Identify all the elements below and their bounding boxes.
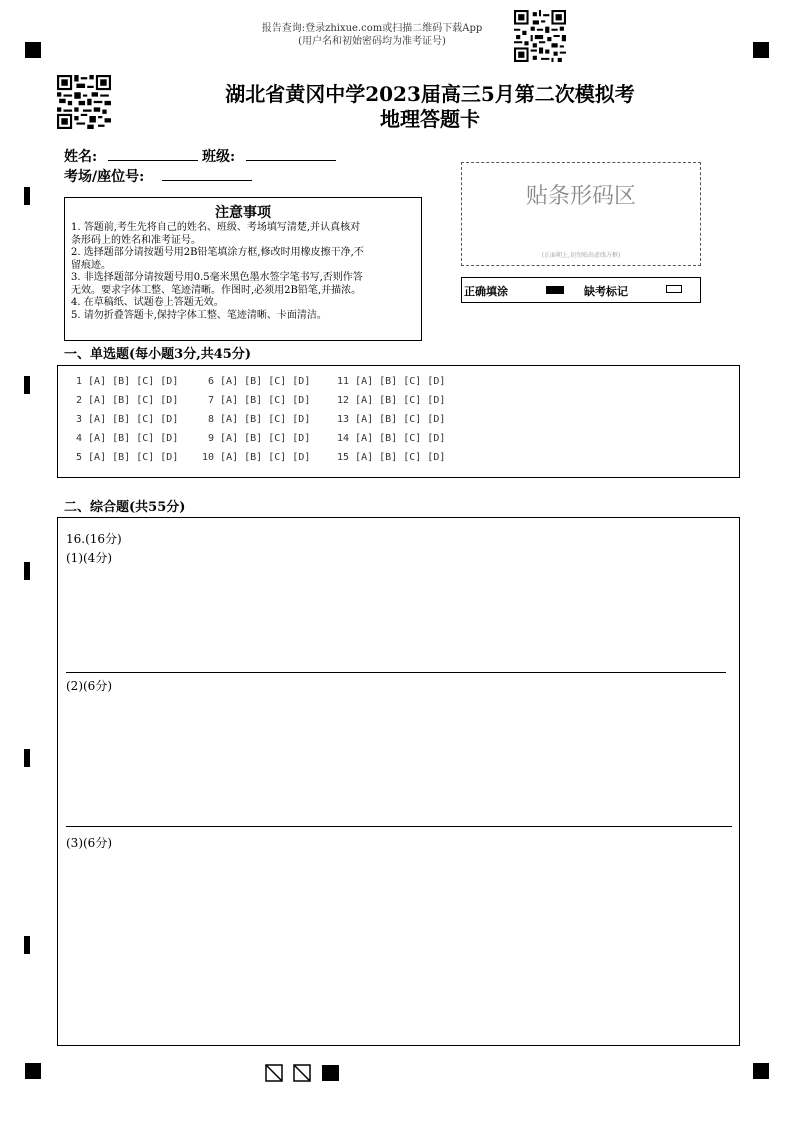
notice-line: 无效。要求字体工整、笔迹清晰。作图时,必须用2B铅笔,并描浓。	[71, 284, 362, 296]
class-label: 班级:	[202, 149, 236, 165]
part2-label: (2)(6分)	[66, 679, 112, 693]
part3-label: (3)(6分)	[66, 836, 112, 850]
notice-line: 2. 选择题部分请按题号用2B铅笔填涂方框,修改时用橡皮擦干净,不	[71, 247, 364, 258]
report-query-notice: 报告查询:登录zhixue.com或扫描二维码下载App (用户名和初始密码均为准考证号)	[261, 23, 483, 47]
choice-item[interactable]: 4 [A] [B] [C] [D]	[76, 433, 179, 444]
choice-item[interactable]: 8 [A] [B] [C] [D]	[208, 414, 311, 425]
name-label: 姓名:	[64, 149, 98, 165]
choice-item[interactable]: 15 [A] [B] [C] [D]	[337, 452, 446, 463]
corner-mark-bottom-left	[25, 1063, 41, 1079]
choice-answer-box	[57, 365, 740, 478]
choice-item[interactable]: 12 [A] [B] [C] [D]	[337, 395, 446, 406]
choice-item[interactable]: 7 [A] [B] [C] [D]	[208, 395, 311, 406]
notice-line: 4. 在草稿纸、试题卷上答题无效。	[71, 297, 224, 308]
fill-legend	[461, 277, 701, 303]
choice-item[interactable]: 3 [A] [B] [C] [D]	[76, 414, 179, 425]
corner-mark-bottom-right	[753, 1063, 769, 1079]
answer-divider	[66, 672, 726, 673]
page-id-marks-icon	[265, 1064, 341, 1082]
absent-mark-label: 缺考标记	[584, 285, 628, 298]
notice-line: 3. 非选择题部分请按题号用0.5毫米黑色墨水签字笔书写,否则作答	[71, 272, 363, 283]
choice-item[interactable]: 1 [A] [B] [C] [D]	[76, 376, 179, 387]
section2-title: 二、综合题(共55分)	[64, 500, 186, 515]
answer-divider	[66, 826, 732, 827]
app-qr-code-icon[interactable]	[514, 10, 566, 62]
name-field[interactable]	[108, 160, 198, 161]
notice-line: 1. 答题前,考生先将自己的姓名、班级、考场填写清楚,并认真核对	[71, 222, 361, 233]
seat-field[interactable]	[162, 180, 252, 181]
exam-subtitle: 地理答题卡	[380, 107, 480, 131]
timing-mark	[24, 936, 30, 954]
correct-fill-sample-icon	[546, 286, 564, 294]
essay-answer-box[interactable]	[57, 517, 740, 1046]
notice-line: 留痕迹。	[71, 259, 111, 271]
timing-mark	[24, 562, 30, 580]
notice-line: 5. 请勿折叠答题卡,保持字体工整、笔迹清晰、卡面清洁。	[71, 309, 327, 321]
seat-label: 考场/座位号:	[64, 169, 145, 185]
part1-label: (1)(4分)	[66, 551, 112, 565]
section1-title: 一、单选题(每小题3分,共45分)	[64, 347, 251, 362]
absent-mark-checkbox[interactable]	[666, 285, 682, 293]
question-16-label: 16.(16分)	[66, 532, 122, 546]
choice-item[interactable]: 13 [A] [B] [C] [D]	[337, 414, 446, 425]
barcode-title: 贴条形码区	[525, 184, 636, 209]
choice-item[interactable]: 5 [A] [B] [C] [D]	[76, 452, 179, 463]
barcode-area	[461, 162, 701, 266]
notice-title: 注意事项	[215, 205, 271, 221]
timing-mark	[24, 749, 30, 767]
choice-item[interactable]: 14 [A] [B] [C] [D]	[337, 433, 446, 444]
barcode-hint: (正面朝上,切勿贴出虚线方框)	[541, 252, 621, 259]
timing-mark	[24, 187, 30, 205]
choice-item[interactable]: 9 [A] [B] [C] [D]	[208, 433, 311, 444]
choice-item[interactable]: 6 [A] [B] [C] [D]	[208, 376, 311, 387]
correct-fill-label: 正确填涂	[464, 285, 508, 298]
choice-item[interactable]: 2 [A] [B] [C] [D]	[76, 395, 179, 406]
timing-mark	[24, 376, 30, 394]
exam-title: 湖北省黄冈中学2023届高三5月第二次模拟考	[225, 82, 635, 106]
choice-item[interactable]: 10 [A] [B] [C] [D]	[202, 452, 311, 463]
class-field[interactable]	[246, 160, 336, 161]
choice-item[interactable]: 11 [A] [B] [C] [D]	[337, 376, 446, 387]
notice-box	[64, 197, 422, 341]
notice-line: 条形码上的姓名和准考证号。	[71, 234, 201, 246]
